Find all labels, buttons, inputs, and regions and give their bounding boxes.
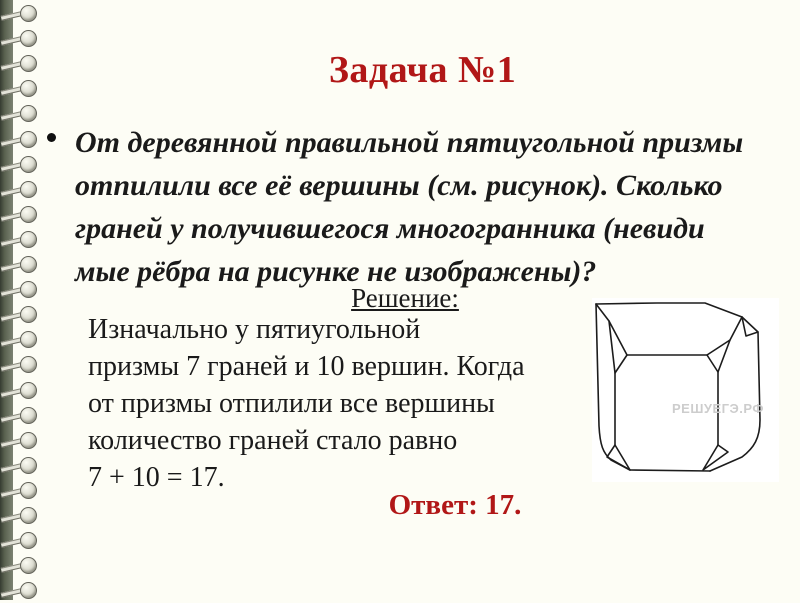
binder-ring-icon (0, 155, 40, 177)
binder-ring-icon (0, 531, 40, 553)
binder-ring-icon (0, 280, 40, 302)
binder-ring-icon (0, 355, 40, 377)
solution-heading: Решение: (351, 283, 459, 313)
binder-ring-icon (0, 230, 40, 252)
binder-ring-icon (0, 205, 40, 227)
truncated-prism-drawing (592, 298, 779, 482)
solution-line: от призмы отпилили все вершины (88, 388, 495, 419)
solution-line: 7 + 10 = 17. (88, 462, 225, 493)
binder-ring-icon (0, 556, 40, 578)
binder-ring-icon (0, 305, 40, 327)
answer-text: Ответ: 17. (388, 489, 522, 521)
solution-line: количество граней стало равно (88, 425, 458, 456)
problem-line: мые рёбра на рисунке не изображены)? (75, 255, 597, 288)
problem-line: От деревянной правильной пятиугольной призмы (75, 126, 744, 159)
binder-ring-icon (0, 481, 40, 503)
watermark: РЕШУЕГЭ.РФ (672, 401, 764, 416)
binder-ring-icon (0, 4, 40, 26)
binder-ring-icon (0, 456, 40, 478)
solution-line: призмы 7 граней и 10 вершин. Когда (88, 351, 525, 382)
solution-line: Изначально у пятиугольной (88, 314, 421, 345)
bullet-icon (47, 133, 56, 142)
binder-ring-icon (0, 431, 40, 453)
problem-statement (75, 121, 787, 293)
binder-ring-icon (0, 104, 40, 126)
problem-line: граней у получившегося многогранника (невиди (75, 212, 705, 245)
binding-rings (0, 0, 44, 600)
binder-ring-icon (0, 506, 40, 528)
binder-ring-icon (0, 29, 40, 51)
binder-ring-icon (0, 381, 40, 403)
binder-ring-icon (0, 180, 40, 202)
binder-ring-icon (0, 130, 40, 152)
solution-text (88, 311, 588, 496)
binder-ring-icon (0, 79, 40, 101)
slide-title: Задача №1 (328, 49, 517, 91)
binder-ring-icon (0, 255, 40, 277)
binder-ring-icon (0, 54, 40, 76)
problem-line: отпилили все её вершины (см. рисунок). Сколько (75, 169, 723, 202)
binder-ring-icon (0, 330, 40, 352)
binder-ring-icon (0, 406, 40, 428)
figure-polyhedron (592, 298, 779, 482)
